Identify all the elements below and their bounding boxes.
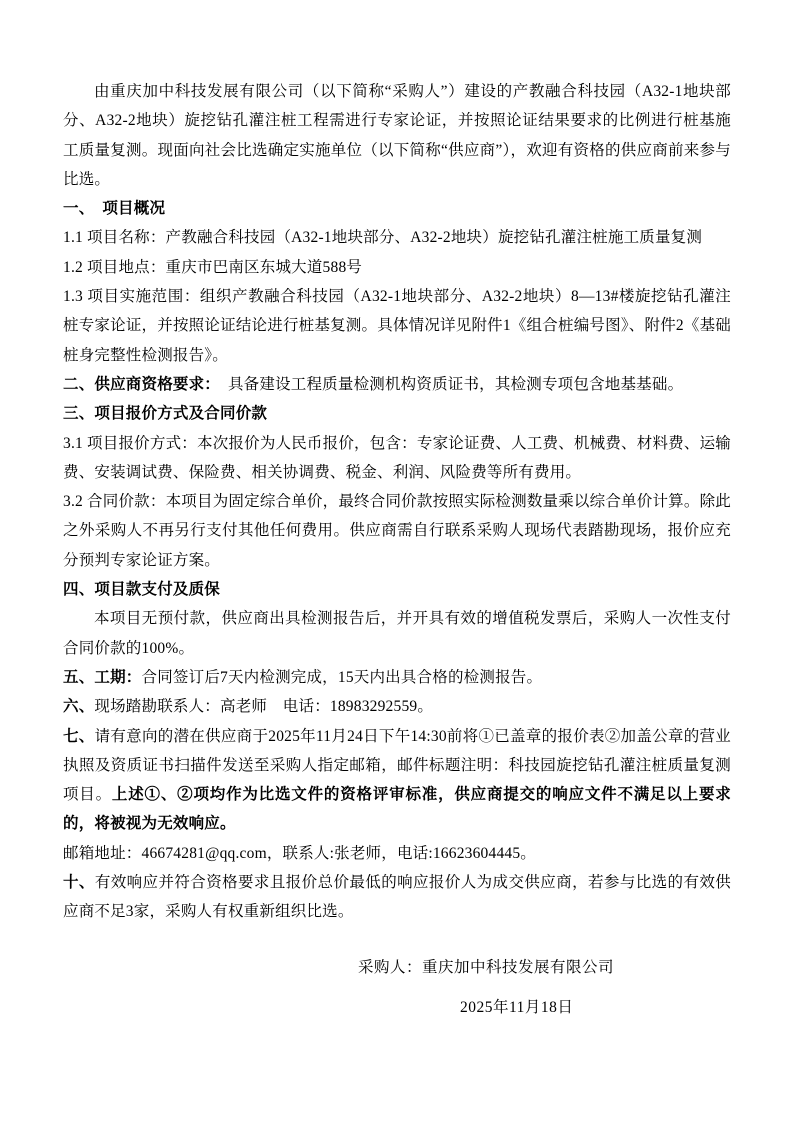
item-1-2-project-location bbox=[63, 253, 731, 282]
section-5-duration bbox=[63, 663, 731, 692]
text-segment: 邮箱地址：46674281@qq.com，联系人:张老师，电话:16623604445。 bbox=[63, 844, 536, 862]
item-1-3-project-scope bbox=[63, 282, 731, 370]
text-segment: 1.1 项目名称：产教融合科技园（A32-1地块部分、A32-2地块）旋挖钻孔灌注桩施工质量复测 bbox=[63, 229, 703, 247]
text-segment: 一、 项目概况 bbox=[63, 200, 166, 218]
text-segment: 请有意向的潜在供应商于2025年11月24日下午14:30前将①已盖章的报价表②加盖公章的营业执照及资质证书扫描件发送至采购人指定邮箱，邮件标题注明：科技园旋挖钻孔灌注桩质量复测项目。 bbox=[63, 727, 731, 804]
purchaser-signature: 采购人：重庆加中科技发展有限公司 bbox=[358, 959, 615, 976]
text-segment: 五、工期： bbox=[63, 668, 142, 686]
section-4-body bbox=[63, 604, 731, 663]
text-segment: 六、 bbox=[63, 698, 95, 716]
text-segment: 现场踏勘联系人：高老师 电话：18983292559。 bbox=[94, 698, 434, 716]
section-10-award-rule bbox=[63, 868, 731, 927]
section-1-heading bbox=[63, 194, 731, 223]
text-segment: 3.1 项目报价方式：本次报价为人民币报价，包含：专家论证费、人工费、机械费、材料费、运输费、安装调试费、保险费、相关协调费、税金、利润、风险费等所有费用。 bbox=[63, 434, 731, 481]
section-6-site-contact bbox=[63, 692, 731, 721]
item-1-1-project-name bbox=[63, 223, 731, 252]
item-3-2-contract-price bbox=[63, 487, 731, 575]
signature-date: 2025年11月18日 bbox=[460, 999, 574, 1016]
text-segment: 由重庆加中科技发展有限公司（以下简称“采购人”）建设的产教融合科技园（A32-1地块部分、A32-2地块）旋挖钻孔灌注桩工程需进行专家论证，并按照论证结果要求的比例进行桩基施工质量复测。现面向社会比选确定实施单位（以下简称“供应商”），欢迎有资格的供应商前来参与比选。 bbox=[63, 83, 731, 188]
text-segment: 合同签订后7天内检测完成，15天内出具合格的检测报告。 bbox=[141, 668, 543, 686]
text-segment: 三、项目报价方式及合同价款 bbox=[63, 405, 268, 423]
email-contact-line bbox=[63, 839, 731, 868]
text-segment: 有效响应并符合资格要求且报价总价最低的响应报价人为成交供应商，若参与比选的有效供应商不足3家，采购人有权重新组织比选。 bbox=[63, 874, 731, 921]
text-segment: 本项目无预付款，供应商出具检测报告后，并开具有效的增值税发票后，采购人一次性支付合同价款的100%。 bbox=[63, 610, 731, 657]
section-3-heading bbox=[63, 399, 731, 428]
text-segment: 具备建设工程质量检测机构资质证书，其检测专项包含地基基础。 bbox=[212, 375, 684, 393]
section-4-heading bbox=[63, 575, 731, 604]
text-segment: 十、 bbox=[63, 874, 95, 892]
text-segment: 1.3 项目实施范围：组织产教融合科技园（A32-1地块部分、A32-2地块）8—13#楼旋挖钻孔灌注桩专家论证，并按照论证结论进行桩基复测。具体情况详见附件1《组合桩编号图》、附件2《基础桩身完整性检测报告》。 bbox=[63, 288, 731, 364]
section-7-submission bbox=[63, 722, 731, 839]
section-2-qualification bbox=[63, 370, 731, 399]
text-segment: 七、 bbox=[63, 727, 95, 745]
text-segment: 3.2 合同价款：本项目为固定综合单价，最终合同价款按照实际检测数量乘以综合单价计算。除此之外采购人不再另行支付其他任何费用。供应商需自行联系采购人现场代表踏勘现场，报价应充分预判专家论证方案。 bbox=[63, 493, 731, 569]
document-body bbox=[63, 77, 731, 927]
text-segment: 1.2 项目地点：重庆市巴南区东城大道588号 bbox=[63, 258, 363, 276]
text-segment: 二、供应商资格要求： bbox=[63, 375, 213, 393]
text-segment: 上述①、②项均作为比选文件的资格评审标准，供应商提交的响应文件不满足以上要求的，将被视为无效响应。 bbox=[63, 786, 731, 833]
item-3-1-quote-method bbox=[63, 429, 731, 488]
text-segment: 四、项目款支付及质保 bbox=[63, 581, 221, 599]
intro-paragraph bbox=[63, 77, 731, 194]
